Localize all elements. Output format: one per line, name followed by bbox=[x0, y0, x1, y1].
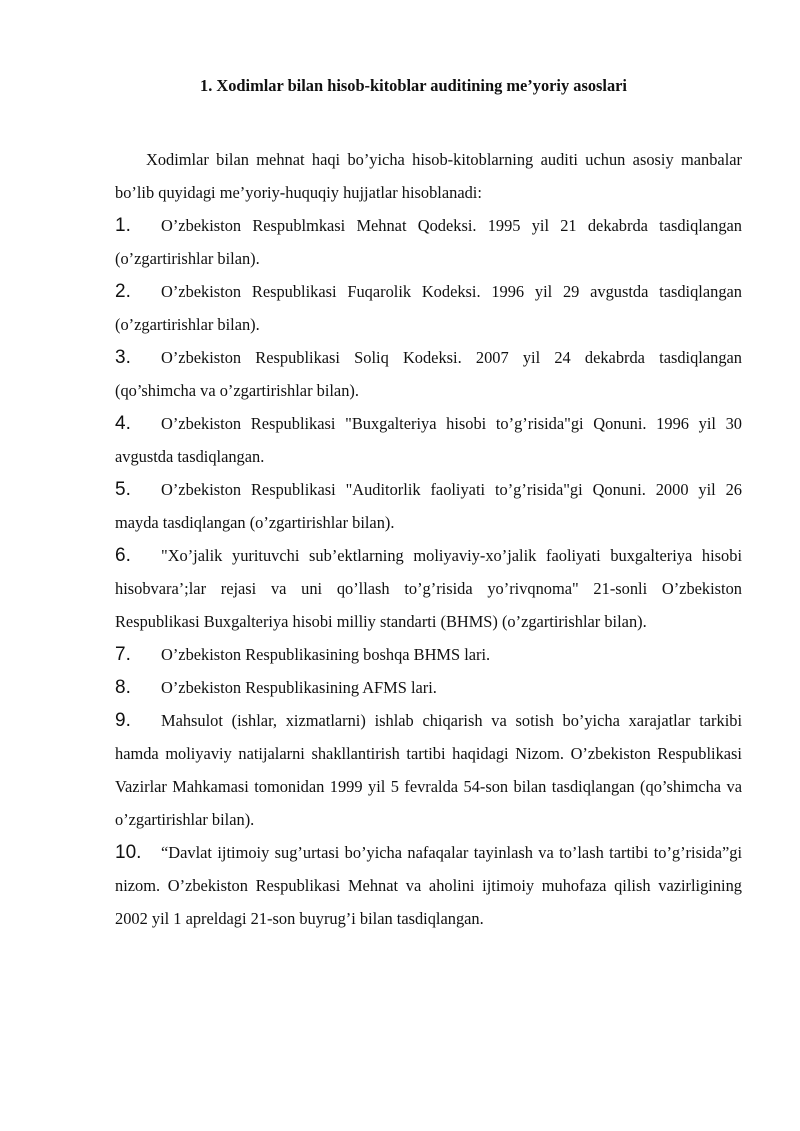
list-item bbox=[115, 341, 742, 407]
list-item-number: 2. bbox=[115, 281, 131, 302]
list-item-number: 10. bbox=[115, 842, 142, 863]
list-item bbox=[115, 671, 742, 704]
list-item-text: O’zbekiston Respublikasi Soliq Kodeksi. 2007 yil 24 dekabrda tasdiqlangan (qo’shimcha va o’zgartirishlar bilan). bbox=[115, 348, 742, 400]
list-item bbox=[115, 209, 742, 275]
list-item-number: 9. bbox=[115, 710, 131, 731]
list-item-text: Mahsulot (ishlar, xizmatlarni) ishlab chiqarish va sotish bo’yicha xarajatlar tarkibi hamda moliyaviy natijalarni shakllantirish tartibi haqidagi Nizom. O’zbekiston Respublikasi Vazirlar Mahkamasi tomonidan 1999 yil 5 fevralda 54-son bilan tasdiqlangan (qo’shimcha va o’zgartirishlar bilan). bbox=[115, 711, 742, 829]
list-item-number: 5. bbox=[115, 479, 131, 500]
list-item-text: O’zbekiston Respublikasi "Buxgalteriya hisobi to’g’risida"gi Qonuni. 1996 yil 30 avgustda tasdiqlangan. bbox=[115, 414, 742, 466]
list-item bbox=[115, 539, 742, 638]
list-item-number: 4. bbox=[115, 413, 131, 434]
list-item-text: O’zbekiston Respublikasi "Auditorlik faoliyati to’g’risida"gi Qonuni. 2000 yil 26 mayda tasdiqlangan (o’zgartirishlar bilan). bbox=[115, 480, 742, 532]
list-item bbox=[115, 704, 742, 836]
section-heading: 1. Xodimlar bilan hisob-kitoblar auditining me’yoriy asoslari bbox=[200, 76, 627, 95]
list-item bbox=[115, 638, 742, 671]
list-item-text: O’zbekiston Respublikasining AFMS lari. bbox=[161, 678, 437, 697]
list-item-number: 8. bbox=[115, 677, 131, 698]
list-item-number: 1. bbox=[115, 215, 131, 236]
list-item bbox=[115, 836, 742, 935]
list-item-number: 6. bbox=[115, 545, 131, 566]
intro-paragraph: Xodimlar bilan mehnat haqi bo’yicha hisob-kitoblarning auditi uchun asosiy manbalar bo’lib quyidagi me’yoriy-huquqiy hujjatlar hisoblanadi: bbox=[115, 150, 742, 202]
list-item-text: O’zbekiston Respublikasining boshqa BHMS lari. bbox=[161, 645, 491, 664]
list-item-number: 3. bbox=[115, 347, 131, 368]
list-item-number: 7. bbox=[115, 644, 131, 665]
list-item bbox=[115, 407, 742, 473]
list-item-text: O’zbekiston Respublikasi Fuqarolik Kodeksi. 1996 yil 29 avgustda tasdiqlangan (o’zgartirishlar bilan). bbox=[115, 282, 742, 334]
list-item bbox=[115, 275, 742, 341]
list-item bbox=[115, 473, 742, 539]
list-item-text: “Davlat ijtimoiy sug’urtasi bo’yicha nafaqalar tayinlash va to’lash tartibi to’g’risida”gi nizom. O’zbekiston Respublikasi Mehnat va aholini ijtimoiy muhofaza qilish vazirligining 2002 yil 1 apreldagi 21-son buyrug’i bilan tasdiqlangan. bbox=[115, 843, 742, 928]
document-list bbox=[115, 209, 742, 935]
list-item-text: "Xo’jalik yurituvchi sub’ektlarning moliyaviy-xo’jalik faoliyati buxgalteriya hisobi hisobvara’;lar rejasi va uni qo’llash to’g’risida yo’rivqnoma" 21-sonli O’zbekiston Respublikasi Buxgalteriya hisobi milliy standarti (BHMS) (o’zgartirishlar bilan). bbox=[115, 546, 742, 631]
list-item-text: O’zbekiston Respublmkasi Mehnat Qodeksi. 1995 yil 21 dekabrda tasdiqlangan (o’zgartirishlar bilan). bbox=[115, 216, 742, 268]
